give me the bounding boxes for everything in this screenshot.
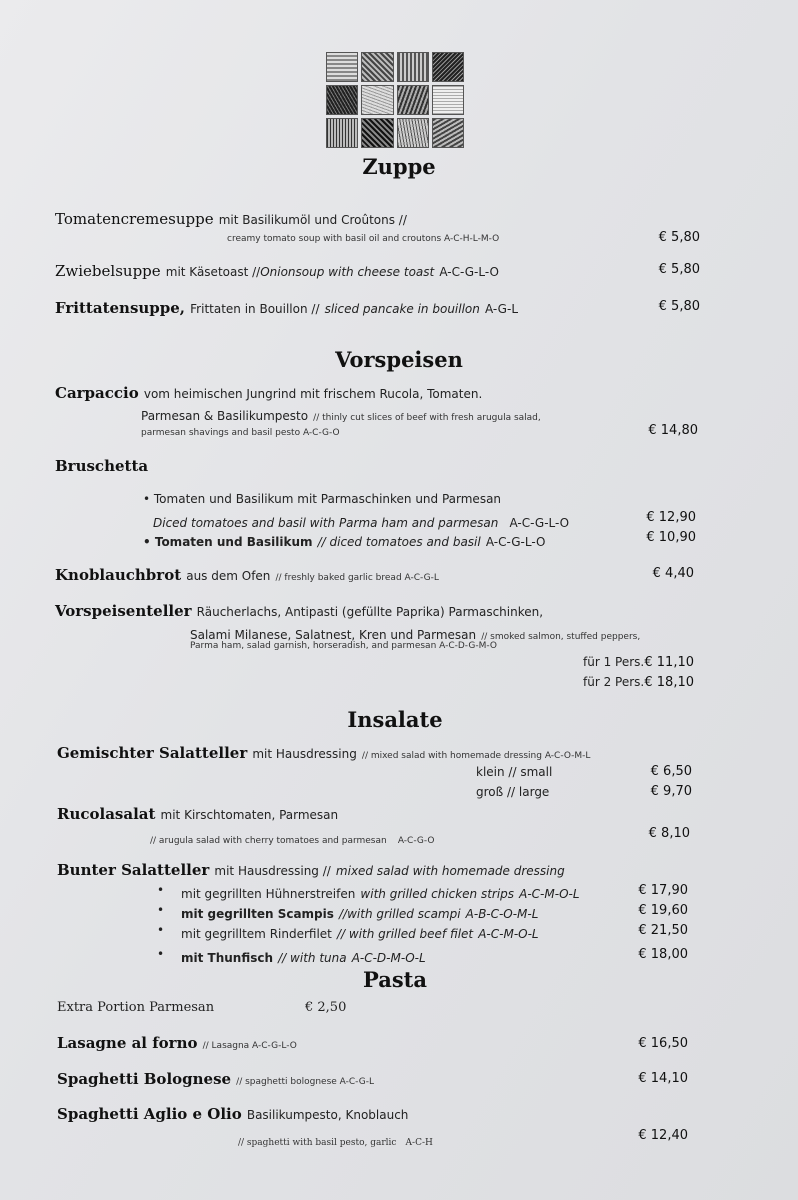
dish-name: Carpaccio (55, 384, 139, 402)
dish-description: aus dem Ofen (186, 569, 271, 583)
allergens: A-C-G-L-O (439, 265, 499, 279)
section-title-vorspeisen: Vorspeisen (335, 347, 463, 372)
dish-name: Tomatencremesuppe (55, 210, 214, 228)
price: € 5,80 (658, 230, 700, 245)
dish-name: Lasagne al forno (57, 1034, 198, 1052)
dish-name: Rucolasalat (57, 805, 156, 823)
bullet-icon: • (157, 947, 165, 961)
dish-translation-row (150, 828, 434, 847)
section-title-insalate: Insalate (347, 707, 443, 732)
dish-translation: Diced tomatoes and basil with Parma ham and parmesan (153, 516, 499, 530)
dish-description: vom heimischen Jungrind mit frischem Rucola, Tomaten. (143, 387, 483, 401)
dish-translation: mixed salad with homemade dressing (335, 864, 565, 878)
dish-name: mit gegrillten Scampis (181, 907, 334, 921)
dish-translation: // mixed salad with homemade dressing A-C-O-M-L (361, 751, 591, 761)
bullet-icon: • (157, 903, 165, 917)
dish-translation: // smoked salmon, stuffed peppers, (481, 632, 641, 642)
dish-translation: // Lasagna A-C-G-L-O (202, 1041, 297, 1051)
allergens: A-C-M-O-L (478, 927, 539, 941)
price: € 18,00 (638, 947, 688, 962)
dish-name: Frittatensuppe, (55, 299, 186, 317)
price: € 17,90 (638, 883, 688, 898)
salad-option-scampi (181, 903, 538, 922)
allergens: A-C-G-O (397, 836, 435, 846)
menu-item-zwiebelsuppe (55, 261, 499, 280)
price: € 9,70 (650, 784, 692, 799)
menu-item-vorspeisenteller (55, 601, 543, 620)
dish-description: Salami Milanese, Salatnest, Kren und Parmesan (190, 628, 477, 642)
salad-option-tuna (181, 947, 426, 966)
menu-item-carpaccio (55, 383, 482, 402)
price: € 21,50 (638, 923, 688, 938)
dish-name: Zwiebelsuppe (55, 262, 161, 280)
menu-item-spaghetti-bolognese (57, 1069, 374, 1088)
price: € 8,10 (648, 826, 690, 841)
dish-description: Basilikumpesto, Knoblauch (246, 1108, 409, 1122)
allergens: A-C-G-L-O (485, 535, 546, 549)
price: € 6,50 (650, 764, 692, 779)
price: € 11,10 (644, 655, 694, 670)
dish-description: Parmesan & Basilikumpesto (141, 409, 309, 423)
size-label: groß // large (476, 785, 550, 799)
dish-translation: Onionsoup with cheese toast (260, 265, 435, 279)
dish-translation: with grilled chicken strips (360, 887, 515, 901)
textile-pattern-grid-logo (326, 52, 464, 148)
dish-translation-row (238, 1130, 433, 1149)
dish-description: mit Basilikumöl und Croûtons // (218, 213, 407, 227)
portion-label: für 2 Pers. (583, 675, 645, 689)
dish-description: Räucherlachs, Antipasti (gefüllte Paprika) Parmaschinken, (196, 605, 544, 619)
dish-name: Spaghetti Aglio e Olio (57, 1105, 242, 1123)
price: € 12,90 (646, 510, 696, 525)
dish-name: Bunter Salatteller (57, 861, 210, 879)
price: € 10,90 (646, 530, 696, 545)
allergens: A-C-G-L-O (509, 516, 570, 530)
dish-description: mit Käsetoast // (165, 265, 261, 279)
dish-translation: // spaghetti bolognese A-C-G-L (236, 1077, 374, 1087)
portion-label: für 1 Pers. (583, 655, 645, 669)
bruschetta-option-1: • Tomaten und Basilikum mit Parmaschinken und Parmesan (143, 492, 502, 506)
menu-item-tomatencremesuppe (55, 209, 407, 228)
dish-description: Frittaten in Bouillon // (190, 302, 320, 316)
salad-option-beef (181, 923, 539, 942)
price: € 19,60 (638, 903, 688, 918)
price: € 5,80 (658, 262, 700, 277)
section-title-pasta: Pasta (363, 967, 427, 992)
dish-description: mit Kirschtomaten, Parmesan (160, 808, 339, 822)
dish-translation: //with grilled scampi (339, 907, 461, 921)
dish-translation: // thinly cut slices of beef with fresh arugula salad, (313, 413, 541, 423)
menu-item-gemischter-salatteller (57, 743, 590, 762)
dish-description-line-2 (141, 405, 541, 424)
dish-translation: parmesan shavings and basil pesto A-C-G-O (141, 428, 340, 438)
dish-description: mit Hausdressing (252, 747, 357, 761)
price: € 5,80 (658, 299, 700, 314)
bruschetta-option-1-translation (153, 512, 569, 531)
dish-name: mit Thunfisch (181, 951, 274, 965)
allergens: A-C-M-O-L (519, 887, 580, 901)
extra-portion-price: € 2,50 (305, 1000, 347, 1015)
price: € 16,50 (638, 1036, 688, 1051)
dish-name: • Tomaten und Basilikum (143, 535, 313, 549)
dish-translation: // with tuna (278, 951, 347, 965)
menu-item-bunter-salatteller (57, 860, 565, 879)
menu-item-rucolasalat (57, 804, 338, 823)
dish-name: Gemischter Salatteller (57, 744, 248, 762)
menu-item-spaghetti-aglio-e-olio (57, 1104, 408, 1123)
dish-translation: creamy tomato soup with basil oil and croutons A-C-H-L-M-O (227, 234, 500, 244)
extra-portion-label: Extra Portion Parmesan (57, 1000, 215, 1015)
dish-translation: // arugula salad with cherry tomatoes and parmesan (150, 836, 387, 846)
dish-name: Spaghetti Bolognese (57, 1070, 232, 1088)
dish-description: mit Hausdressing // (214, 864, 331, 878)
dish-translation: // spaghetti with basil pesto, garlic (238, 1138, 397, 1148)
allergens: A-G-L (484, 302, 518, 316)
dish-translation: // freshly baked garlic bread A-C-G-L (275, 573, 439, 583)
bruschetta-option-2 (143, 531, 545, 550)
price: € 12,40 (638, 1128, 688, 1143)
price: € 4,40 (652, 566, 694, 581)
dish-name: mit gegrillten Hühnerstreifen (181, 887, 356, 901)
bullet-icon: • (157, 883, 165, 897)
allergens: A-B-C-O-M-L (465, 907, 539, 921)
menu-item-lasagne (57, 1033, 297, 1052)
dish-translation: // diced tomatoes and basil (317, 535, 481, 549)
dish-translation: // with grilled beef filet (336, 927, 474, 941)
dish-translation: Parma ham, salad garnish, horseradish, and parmesan A-C-D-G-M-O (190, 641, 497, 651)
price: € 14,80 (648, 423, 698, 438)
salad-option-chicken (181, 883, 580, 902)
dish-name: Vorspeisenteller (55, 602, 192, 620)
price: € 18,10 (644, 675, 694, 690)
allergens: A-C-H (405, 1138, 433, 1148)
menu-item-frittatensuppe (55, 298, 518, 317)
dish-name-bruschetta: Bruschetta (55, 457, 149, 475)
bullet-icon: • (157, 923, 165, 937)
size-label: klein // small (476, 765, 553, 779)
section-title-zuppe: Zuppe (362, 154, 436, 179)
menu-item-knoblauchbrot (55, 565, 439, 584)
dish-translation: sliced pancake in bouillon (324, 302, 480, 316)
allergens: A-C-D-M-O-L (351, 951, 426, 965)
dish-name: mit gegrilltem Rinderfilet (181, 927, 332, 941)
dish-name: Knoblauchbrot (55, 566, 182, 584)
price: € 14,10 (638, 1071, 688, 1086)
